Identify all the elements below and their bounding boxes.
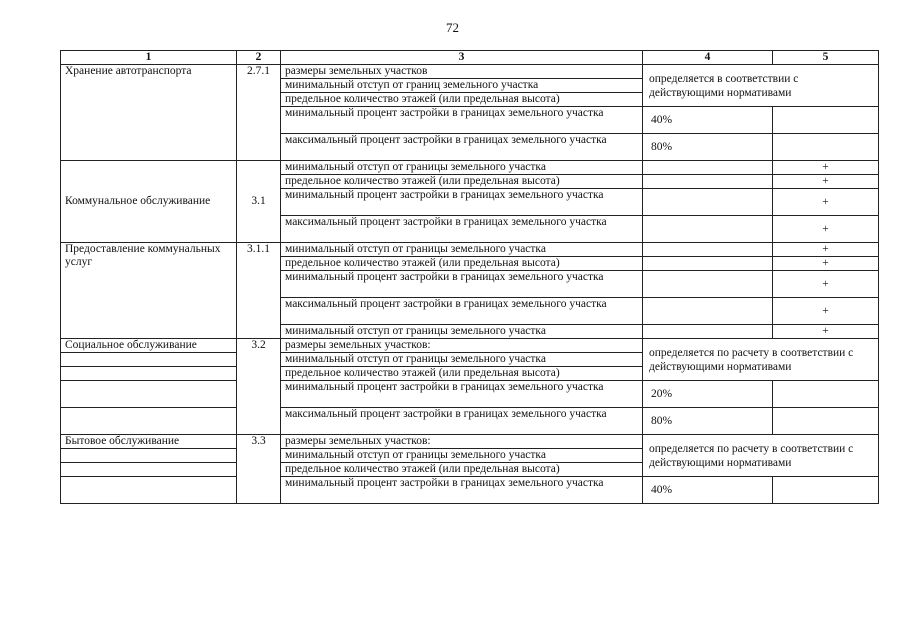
- parameter: размеры земельных участков:: [281, 339, 643, 353]
- empty-cell: [643, 257, 773, 271]
- parameter: предельное количество этажей (или предельная высота): [281, 367, 643, 381]
- empty-cell: [61, 463, 237, 477]
- header-row: [61, 51, 879, 65]
- parameter: максимальный процент застройки в границах земельного участка: [281, 408, 643, 435]
- empty-cell: [61, 367, 237, 381]
- parameter: предельное количество этажей (или предельная высота): [281, 257, 643, 271]
- empty-cell: [643, 325, 773, 339]
- empty-cell: [643, 298, 773, 325]
- header-col-3: 3: [281, 51, 643, 65]
- plus-mark: +: [773, 161, 879, 175]
- land-use-name: Социальное обслуживание: [61, 339, 237, 353]
- land-use-code: 3.1: [237, 161, 281, 243]
- parameter: минимальный отступ от границы земельного участка: [281, 353, 643, 367]
- parameter: минимальный процент застройки в границах земельного участка: [281, 271, 643, 298]
- percent-value: 80%: [643, 134, 773, 161]
- parameter: минимальный процент застройки в границах земельного участка: [281, 381, 643, 408]
- empty-cell: [773, 408, 879, 435]
- empty-cell: [61, 449, 237, 463]
- percent-value: 20%: [643, 381, 773, 408]
- parameter: размеры земельных участков: [281, 65, 643, 79]
- empty-cell: [643, 243, 773, 257]
- empty-cell: [773, 477, 879, 504]
- parameter: минимальный процент застройки в границах земельного участка: [281, 189, 643, 216]
- parameter: предельное количество этажей (или предельная высота): [281, 463, 643, 477]
- empty-cell: [61, 381, 237, 408]
- percent-value: 40%: [643, 477, 773, 504]
- empty-cell: [643, 189, 773, 216]
- norm-note: определяется по расчету в соответствии с действующими нормативами: [643, 435, 879, 477]
- plus-mark: +: [773, 325, 879, 339]
- parameter: минимальный отступ от границ земельного участка: [281, 79, 643, 93]
- parameter: максимальный процент застройки в границах земельного участка: [281, 216, 643, 243]
- empty-cell: [773, 381, 879, 408]
- table-row: [61, 408, 879, 435]
- table-row: [61, 243, 879, 257]
- regulations-table: [60, 50, 879, 504]
- empty-cell: [643, 216, 773, 243]
- parameter: предельное количество этажей (или предельная высота): [281, 175, 643, 189]
- parameter: размеры земельных участков:: [281, 435, 643, 449]
- plus-mark: +: [773, 175, 879, 189]
- percent-value: 40%: [643, 107, 773, 134]
- table-row: [61, 381, 879, 408]
- header-col-5: 5: [773, 51, 879, 65]
- plus-mark: +: [773, 298, 879, 325]
- table-row: [61, 65, 879, 79]
- empty-cell: [773, 107, 879, 134]
- empty-cell: [773, 134, 879, 161]
- empty-cell: [61, 477, 237, 504]
- plus-mark: +: [773, 216, 879, 243]
- parameter: минимальный отступ от границы земельного участка: [281, 325, 643, 339]
- table-row: [61, 339, 879, 353]
- empty-cell: [643, 271, 773, 298]
- plus-mark: +: [773, 189, 879, 216]
- empty-cell: [643, 161, 773, 175]
- plus-mark: +: [773, 271, 879, 298]
- header-col-2: 2: [237, 51, 281, 65]
- plus-mark: +: [773, 243, 879, 257]
- parameter: минимальный процент застройки в границах земельного участка: [281, 477, 643, 504]
- header-col-1: 1: [61, 51, 237, 65]
- empty-cell: [643, 175, 773, 189]
- land-use-code: 3.1.1: [237, 243, 281, 339]
- parameter: минимальный отступ от границы земельного участка: [281, 449, 643, 463]
- table-row: [61, 161, 879, 175]
- header-col-4: 4: [643, 51, 773, 65]
- table-row: [61, 435, 879, 449]
- land-use-name: Бытовое обслуживание: [61, 435, 237, 449]
- plus-mark: +: [773, 257, 879, 271]
- parameter: минимальный отступ от границы земельного участка: [281, 161, 643, 175]
- table-row: [61, 477, 879, 504]
- parameter: максимальный процент застройки в границах земельного участка: [281, 298, 643, 325]
- parameter: минимальный процент застройки в границах земельного участка: [281, 107, 643, 134]
- norm-note: определяется по расчету в соответствии с действующими нормативами: [643, 339, 879, 381]
- norm-note: определяется в соответствии с действующими нормативами: [643, 65, 879, 107]
- page-number: 72: [446, 20, 459, 35]
- land-use-name: Предоставление коммунальных услуг: [61, 243, 237, 339]
- land-use-code: 2.7.1: [237, 65, 281, 161]
- land-use-code: 3.3: [237, 435, 281, 504]
- parameter: предельное количество этажей (или предельная высота): [281, 93, 643, 107]
- land-use-code: 3.2: [237, 339, 281, 435]
- land-use-name: Хранение автотранспорта: [61, 65, 237, 161]
- empty-cell: [61, 353, 237, 367]
- empty-cell: [61, 408, 237, 435]
- parameter: минимальный отступ от границы земельного участка: [281, 243, 643, 257]
- percent-value: 80%: [643, 408, 773, 435]
- land-use-name: Коммунальное обслуживание: [61, 161, 237, 243]
- parameter: максимальный процент застройки в границах земельного участка: [281, 134, 643, 161]
